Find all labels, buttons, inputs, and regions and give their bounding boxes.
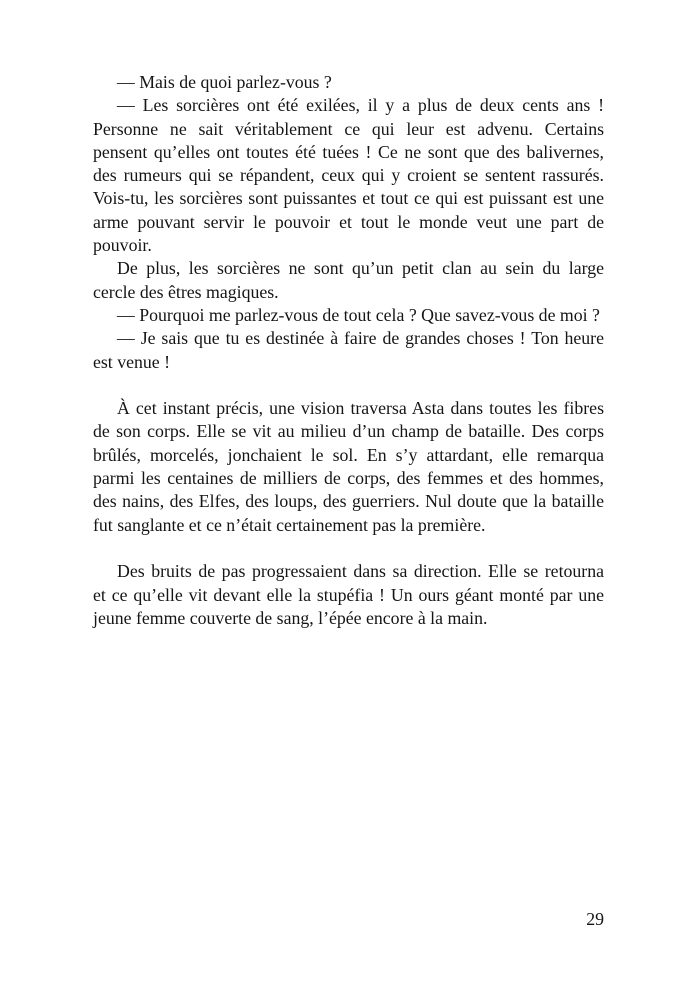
text-line: De plus, les sorcières ne sont qu’un petit clan au sein du large [117,258,604,279]
text-line: fut sanglante et ce n’était certainement pas la première. [93,514,486,535]
text-line: brûlés, morcelés, jonchaient le sol. En s’y attardant, elle remarqua [93,444,604,465]
text-line: — Pourquoi me parlez-vous de tout cela ? Que savez-vous de moi ? [117,304,600,325]
text-line: des rumeurs qui se répandent, ceux qui y croient se sentent rassurés. [93,165,604,186]
paragraph [93,560,604,630]
text-line: pouvoir. [93,235,152,256]
text-line: — Les sorcières ont été exilées, il y a plus de deux cents ans ! [117,95,604,116]
paragraph [93,71,604,94]
text-line: arme pouvant servir le pouvoir et tout le monde veut une part de [93,211,604,232]
text-line: — Je sais que tu es destinée à faire de grandes choses ! Ton heure [117,328,604,349]
text-line: jeune femme couverte de sang, l’épée encore à la main. [93,607,488,628]
text-block [93,71,604,630]
text-line: Des bruits de pas progressaient dans sa direction. Elle se retourna [117,561,604,582]
text-line: pensent qu’elles ont toutes été tuées ! Ce ne sont que des balivernes, [93,141,604,162]
paragraph [93,257,604,304]
paragraph-spacer [93,537,604,560]
page-number: 29 [586,909,604,929]
text-line: — Mais de quoi parlez-vous ? [117,72,332,92]
text-line: et ce qu’elle vit devant elle la stupéfia ! Un ours géant monté par une [93,584,604,605]
text-line: À cet instant précis, une vision traversa Asta dans toutes les fibres [117,398,604,419]
text-line: Personne ne sait véritablement ce qui leur est advenu. Certains [93,118,604,139]
text-line: de son corps. Elle se vit au milieu d’un champ de bataille. Des corps [93,421,604,442]
paragraph [93,304,604,327]
paragraph [93,397,604,537]
paragraph [93,94,604,257]
paragraph [93,327,604,374]
text-line: cercle des êtres magiques. [93,281,279,302]
text-line: des nains, des Elfes, des loups, des guerriers. Nul doute que la bataille [93,491,604,512]
text-line: est venue ! [93,351,171,372]
text-line: parmi les centaines de milliers de corps, des femmes et des hommes, [93,468,604,489]
text-line: Vois-tu, les sorcières sont puissantes et tout ce qui est puissant est une [93,188,604,209]
paragraph-spacer [93,374,604,397]
